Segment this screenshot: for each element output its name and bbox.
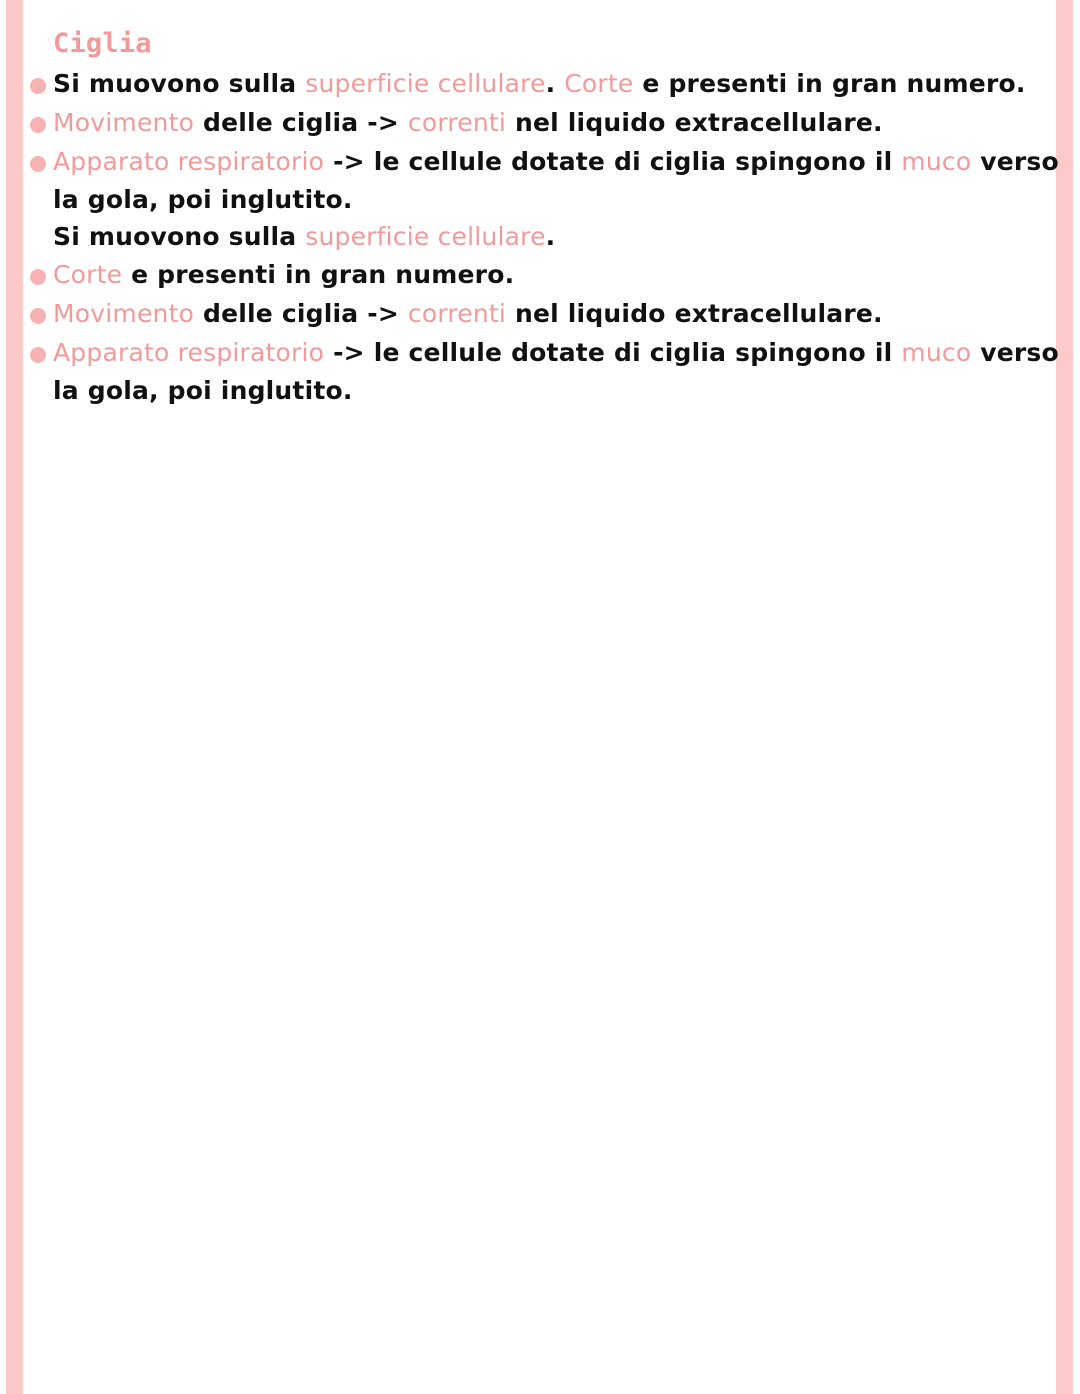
bullet-dot-icon [30,308,46,324]
bullet-item [28,294,1038,333]
highlighted-term: Movimento [53,299,195,328]
highlighted-term: superficie cellulare [305,69,546,98]
text-line [28,218,1038,255]
bullet-item [28,333,1059,372]
text-segment: verso [971,338,1059,367]
bullet-dot-icon [30,117,46,133]
text-segment: -> le cellule dotate di ciglia spingono il [324,147,902,176]
left-border-stripe [6,0,23,1394]
bullet-item [28,142,1059,181]
text-segment: la gola, poi inglutito. [53,376,353,405]
text-segment: e presenti in gran numero. [122,260,515,289]
highlighted-term: muco [901,338,972,367]
bullet-item [28,64,1038,103]
highlighted-term: superficie cellulare [305,222,546,251]
bullet-dot-icon [30,78,46,94]
highlighted-term: muco [901,147,972,176]
text-segment: nel liquido extracellulare. [506,108,883,137]
right-border-stripe [1056,0,1073,1394]
text-segment: la gola, poi inglutito. [53,185,353,214]
text-line [28,372,1038,409]
text-segment: delle ciglia -> [194,299,408,328]
highlighted-term: Corte [564,69,634,98]
highlighted-term: Corte [53,260,123,289]
bullet-item [28,103,1038,142]
highlighted-term: Apparato respiratorio [53,338,325,367]
bullet-item [28,255,1038,294]
text-segment: Si muovono sulla [53,222,306,251]
text-segment: nel liquido extracellulare. [506,299,883,328]
text-segment: Si muovono sulla [53,69,306,98]
highlighted-term: Movimento [53,108,195,137]
text-segment: . [545,69,565,98]
bullet-dot-icon [30,269,46,285]
highlighted-term: Apparato respiratorio [53,147,325,176]
note-content [28,24,1059,409]
text-segment: e presenti in gran numero. [633,69,1026,98]
bullet-dot-icon [30,156,46,172]
text-segment: verso [971,147,1059,176]
text-segment: -> le cellule dotate di ciglia spingono il [324,338,902,367]
bullet-dot-icon [30,347,46,363]
note-lines [28,64,1059,409]
section-title: Ciglia [53,28,152,59]
text-segment: delle ciglia -> [194,108,408,137]
highlighted-term: correnti [407,108,507,137]
text-line [28,181,1038,218]
highlighted-term: correnti [407,299,507,328]
text-segment: . [545,222,556,251]
